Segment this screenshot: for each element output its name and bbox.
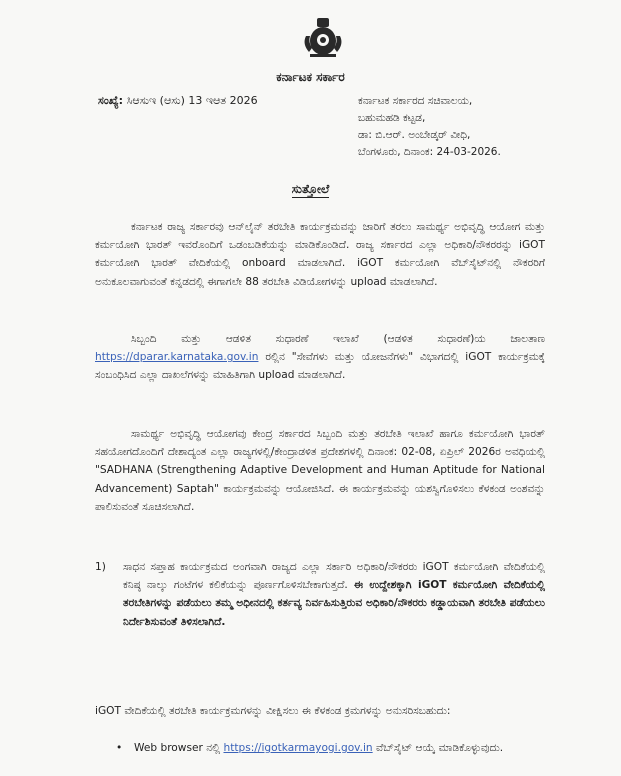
bullet-text-a: Web browser ನಲ್ಲಿ	[134, 742, 224, 754]
address-line: ಡಾ: ಬಿ.ಆರ್. ಅಂಬೇಡ್ಕರ್ ವೀಧಿ,	[358, 129, 471, 141]
bullet-text-b: ವೆಬ್‌ಸೈಟ್ ಆಯ್ಕೆ ಮಾಡಿಕೊಳ್ಳುವುದು.	[376, 742, 504, 754]
karnataka-emblem-icon	[300, 14, 346, 60]
point-body	[123, 558, 545, 631]
paragraph-3: ಸಾಮರ್ಥ್ಯ ಅಭಿವೃದ್ಧಿ ಆಯೋಗವು ಕೇಂದ್ರ ಸರ್ಕಾರದ ಸಿಬ್ಬಂದಿ ಮತ್ತು ತರಬೇತಿ ಇಲಾಖೆ ಹಾಗೂ ಕರ್ಮಯೋಗಿ ಭಾರತ್ ಸಹಯೋಗದೊಂದಿಗೆ ದೇಶಾದ್ಯಂತ ಎಲ್ಲಾ ರಾಜ್ಯಗಳಲ್ಲಿ/ಕೇಂದ್ರಾಡಳಿತ ಪ್ರದೇಶಗಳಲ್ಲಿ ದಿನಾಂಕ: 02-08, ಏಪ್ರಿಲ್ 2026ರ ಅವಧಿಯಲ್ಲಿ "SADHANA (Strengthening Adaptive Development and Human Aptitude for National Advancement) Saptah" ಕಾರ್ಯಕ್ರಮವನ್ನು ಆಯೋಜಿಸಿದೆ. ಈ ಕಾರ್ಯಕ್ರಮವನ್ನು ಯಶಸ್ವಿಗೊಳಿಸಲು ಕೆಳಕಂಡ ಅಂಶವನ್ನು ಪಾಲಿಸುವಂತೆ ಸೂಚಿಸಲಾಗಿದೆ.	[95, 428, 545, 513]
paragraph-2	[95, 330, 545, 385]
point-number: 1)	[95, 561, 106, 573]
bullet-text	[134, 739, 503, 757]
igot-website-link[interactable]: https://igotkarmayogi.gov.in	[223, 742, 373, 754]
dparar-website-link[interactable]: https://dparar.karnataka.gov.in	[95, 351, 259, 364]
bullet-item	[116, 739, 548, 757]
point-text: ಸಾಧನ ಸಪ್ತಾಹ ಕಾರ್ಯಕ್ರಮದ ಅಂಗವಾಗಿ ರಾಜ್ಯದ ಎಲ್ಲಾ ಸರ್ಕಾರಿ ಅಧಿಕಾರಿ/ನೌಕರರು iGOT ಕರ್ಮಯೋಗಿ ವೇದಿಕೆಯಲ್ಲಿ ಕನಿಷ್ಠ ನಾಲ್ಕು ಗಂಟೆಗಳ ಕಲಿಕೆಯನ್ನು ಪೂರ್ಣಗೊಳಿಸಬೇಕಾಗುತ್ತದೆ.	[123, 561, 545, 592]
paragraph-1: ಕರ್ನಾಟಕ ರಾಜ್ಯ ಸರ್ಕಾರವು ಆನ್‌ಲೈನ್ ತರಬೇತಿ ಕಾರ್ಯಕ್ರಮವನ್ನು ಜಾರಿಗೆ ತರಲು ಸಾಮರ್ಥ್ಯ ಅಭಿವೃದ್ಧಿ ಆಯೋಗ ಮತ್ತು ಕರ್ಮಯೋಗಿ ಭಾರತ್ ಇವರೊಂದಿಗೆ ಒಡಂಬಡಿಕೆಯನ್ನು ಮಾಡಿಕೊಂಡಿದೆ. ರಾಜ್ಯ ಸರ್ಕಾರದ ಎಲ್ಲಾ ಅಧಿಕಾರಿ/ನೌಕರರನ್ನು iGOT ಕರ್ಮಯೋಗಿ ಭಾರತ್ ವೇದಿಕೆಯಲ್ಲಿ onboard ಮಾಡಲಾಗಿದೆ. iGOT ಕರ್ಮಯೋಗಿ ವೆಬ್‌ಸೈಟ್‌ನಲ್ಲಿ ನೌಕರರಿಗೆ ಅನುಕೂಲವಾಗುವಂತೆ ಕನ್ನಡದಲ್ಲಿ ಈಗಾಗಲೇ 88 ತರಬೇತಿ ವಿಡಿಯೋಗಳನ್ನು upload ಮಾಡಲಾಗಿದೆ.	[95, 221, 545, 288]
reference-number	[98, 94, 258, 108]
address-line-date: ಬೆಂಗಳೂರು, ದಿನಾಂಕ: 24-03-2026.	[358, 146, 501, 158]
circular-heading	[0, 182, 621, 197]
bullet-dot-icon: •	[116, 742, 123, 754]
reference-label: ಸಂಖ್ಯೆ:	[98, 94, 124, 107]
point-text-bold: ಈ ಉದ್ದೇಶಕ್ಕಾಗಿ iGOT ಕರ್ಮಯೋಗಿ ವೇದಿಕೆಯಲ್ಲಿ ತರಬೇತಿಗಳನ್ನು ಪಡೆಯಲು ತಮ್ಮ ಅಧೀನದಲ್ಲಿ ಕರ್ತವ್ಯ ನಿರ್ವಹಿಸುತ್ತಿರುವ ಅಧಿಕಾರಿ/ನೌಕರರು ಕಡ್ಡಾಯವಾಗಿ ತರಬೇತಿ ಪಡೆಯಲು ನಿರ್ದೇಶಿಸುವಂತೆ ತಿಳಿಸಲಾಗಿದೆ.	[123, 579, 545, 628]
circular-heading-text: ಸುತ್ತೋಲೆ	[291, 182, 330, 196]
paragraph-2-text-a: ಸಿಬ್ಬಂದಿ ಮತ್ತು ಆಡಳಿತ ಸುಧಾರಣೆ ಇಲಾಖೆ (ಆಡಳಿತ ಸುಧಾರಣೆ)ಯ ಜಾಲತಾಣ	[131, 333, 545, 345]
address-line: ಕರ್ನಾಟಕ ಸರ್ಕಾರದ ಸಚಿವಾಲಯ,	[358, 95, 473, 107]
reference-value: ಸಿಆಸುಇ (ಆಸು) 13 ಇಆತ 2026	[126, 94, 258, 107]
numbered-point-1	[95, 558, 545, 631]
office-address	[358, 93, 501, 161]
government-title: ಕರ್ನಾಟಕ ಸರ್ಕಾರ	[276, 70, 345, 84]
paragraph-2-text-b: ರಲ್ಲಿನ "ಸೇವೆಗಳು ಮತ್ತು ಯೋಜನೆಗಳು" ವಿಭಾಗದಲ್ಲಿ iGOT ಕಾರ್ಯಕ್ರಮಕ್ಕೆ ಸಂಬಂಧಿಸಿದ ಎಲ್ಲಾ ದಾಖಲೆಗಳನ್ನು ಮಾಹಿತಿಗಾಗಿ upload ಮಾಡಲಾಗಿದೆ.	[95, 351, 545, 382]
paragraph-5: iGOT ವೇದಿಕೆಯಲ್ಲಿ ತರಬೇತಿ ಕಾರ್ಯಕ್ರಮಗಳನ್ನು ವೀಕ್ಷಿಸಲು ಈ ಕೆಳಕಂಡ ಕ್ರಮಗಳನ್ನು ಅನುಸರಿಸಬಹುದು:	[95, 705, 451, 717]
address-line: ಬಹುಮಹಡಿ ಕಟ್ಟಡ,	[358, 112, 426, 124]
